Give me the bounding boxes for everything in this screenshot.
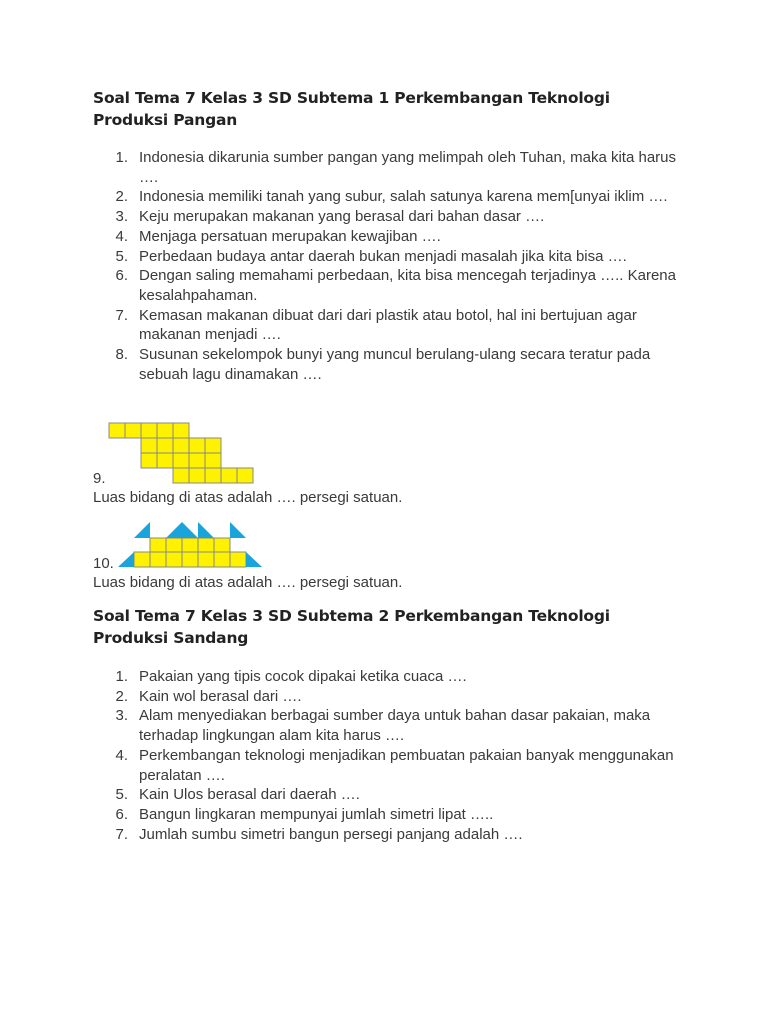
question-number: 6. [115,805,128,823]
question-text: Pakaian yang tipis cocok dipakai ketika cuaca …. [139,668,467,685]
question-number: 1. [115,149,128,166]
question-text: Indonesia memiliki tanah yang subur, salah satunya karena mem[unyai iklim …. [139,188,668,206]
question-text: Perbedaan budaya antar daerah bukan menjadi masalah jika kita bisa …. [139,247,627,265]
list-item [93,687,683,707]
question-number: 7. [115,825,128,843]
list-item [93,207,683,227]
question-number: 5. [115,247,128,265]
question-number: 4. [115,227,128,245]
question-9-text: Luas bidang di atas adalah …. persegi satuan. [93,489,403,506]
question-10-text: Luas bidang di atas adalah …. persegi satuan. [93,574,403,591]
list-item [93,247,683,267]
list-item [93,706,683,745]
section-2-title: Soal Tema 7 Kelas 3 SD Subtema 2 Perkembangan Teknologi Produksi Sandang [93,607,610,647]
question-text: Bangun lingkaran mempunyai jumlah simetri lipat ….. [139,805,494,823]
question-text: Perkembangan teknologi menjadikan pembuatan pakaian banyak menggunakan peralatan …. [139,746,674,784]
question-number: 8. [115,346,128,364]
question-10-number: 10. [93,555,114,572]
q9-square-grid-figure [108,422,255,485]
question-number: 3. [115,208,128,226]
section-2-question-list [93,667,683,844]
section-1-title: Soal Tema 7 Kelas 3 SD Subtema 1 Perkembangan Teknologi Produksi Pangan [93,89,610,129]
question-number: 6. [115,267,128,285]
list-item [93,266,683,305]
question-text: Jumlah sumbu simetri bangun persegi panjang adalah …. [139,825,523,843]
list-item [93,148,683,187]
question-text: Susunan sekelompok bunyi yang muncul berulang-ulang secara teratur pada sebuah lagu dinamakan …. [139,346,651,383]
question-number: 2. [115,188,128,206]
list-item [93,187,683,207]
question-text: Kain wol berasal dari …. [139,687,302,705]
question-number: 4. [115,746,128,764]
question-text: Indonesia dikarunia sumber pangan yang melimpah oleh Tuhan, maka kita harus …. [139,149,676,186]
question-text: Menjaga persatuan merupakan kewajiban …. [139,227,441,245]
question-number: 2. [115,687,128,705]
question-number: 1. [115,668,128,685]
question-text: Dengan saling memahami perbedaan, kita bisa mencegah terjadinya ….. Karena kesalahpahaman. [139,267,676,304]
question-text: Keju merupakan makanan yang berasal dari bahan dasar …. [139,208,545,226]
list-item [93,825,683,845]
question-text: Kain Ulos berasal dari daerah …. [139,786,360,804]
list-item [93,227,683,247]
question-number: 3. [115,707,128,725]
question-text: Alam menyediakan berbagai sumber daya untuk bahan dasar pakaian, maka terhadap lingkungan alam kita harus …. [139,707,651,745]
list-item [93,746,683,785]
list-item [93,345,683,384]
list-item [93,306,683,345]
question-text: Kemasan makanan dibuat dari dari plastik atau botol, hal ini bertujuan agar makanan menjadi …. [139,306,637,344]
list-item [93,805,683,825]
section-1-question-list [93,148,683,384]
question-number: 5. [115,786,128,804]
list-item [93,667,683,687]
question-9-number: 9. [93,470,106,487]
q10-square-triangle-figure [118,521,264,569]
list-item [93,785,683,805]
question-number: 7. [115,306,128,324]
